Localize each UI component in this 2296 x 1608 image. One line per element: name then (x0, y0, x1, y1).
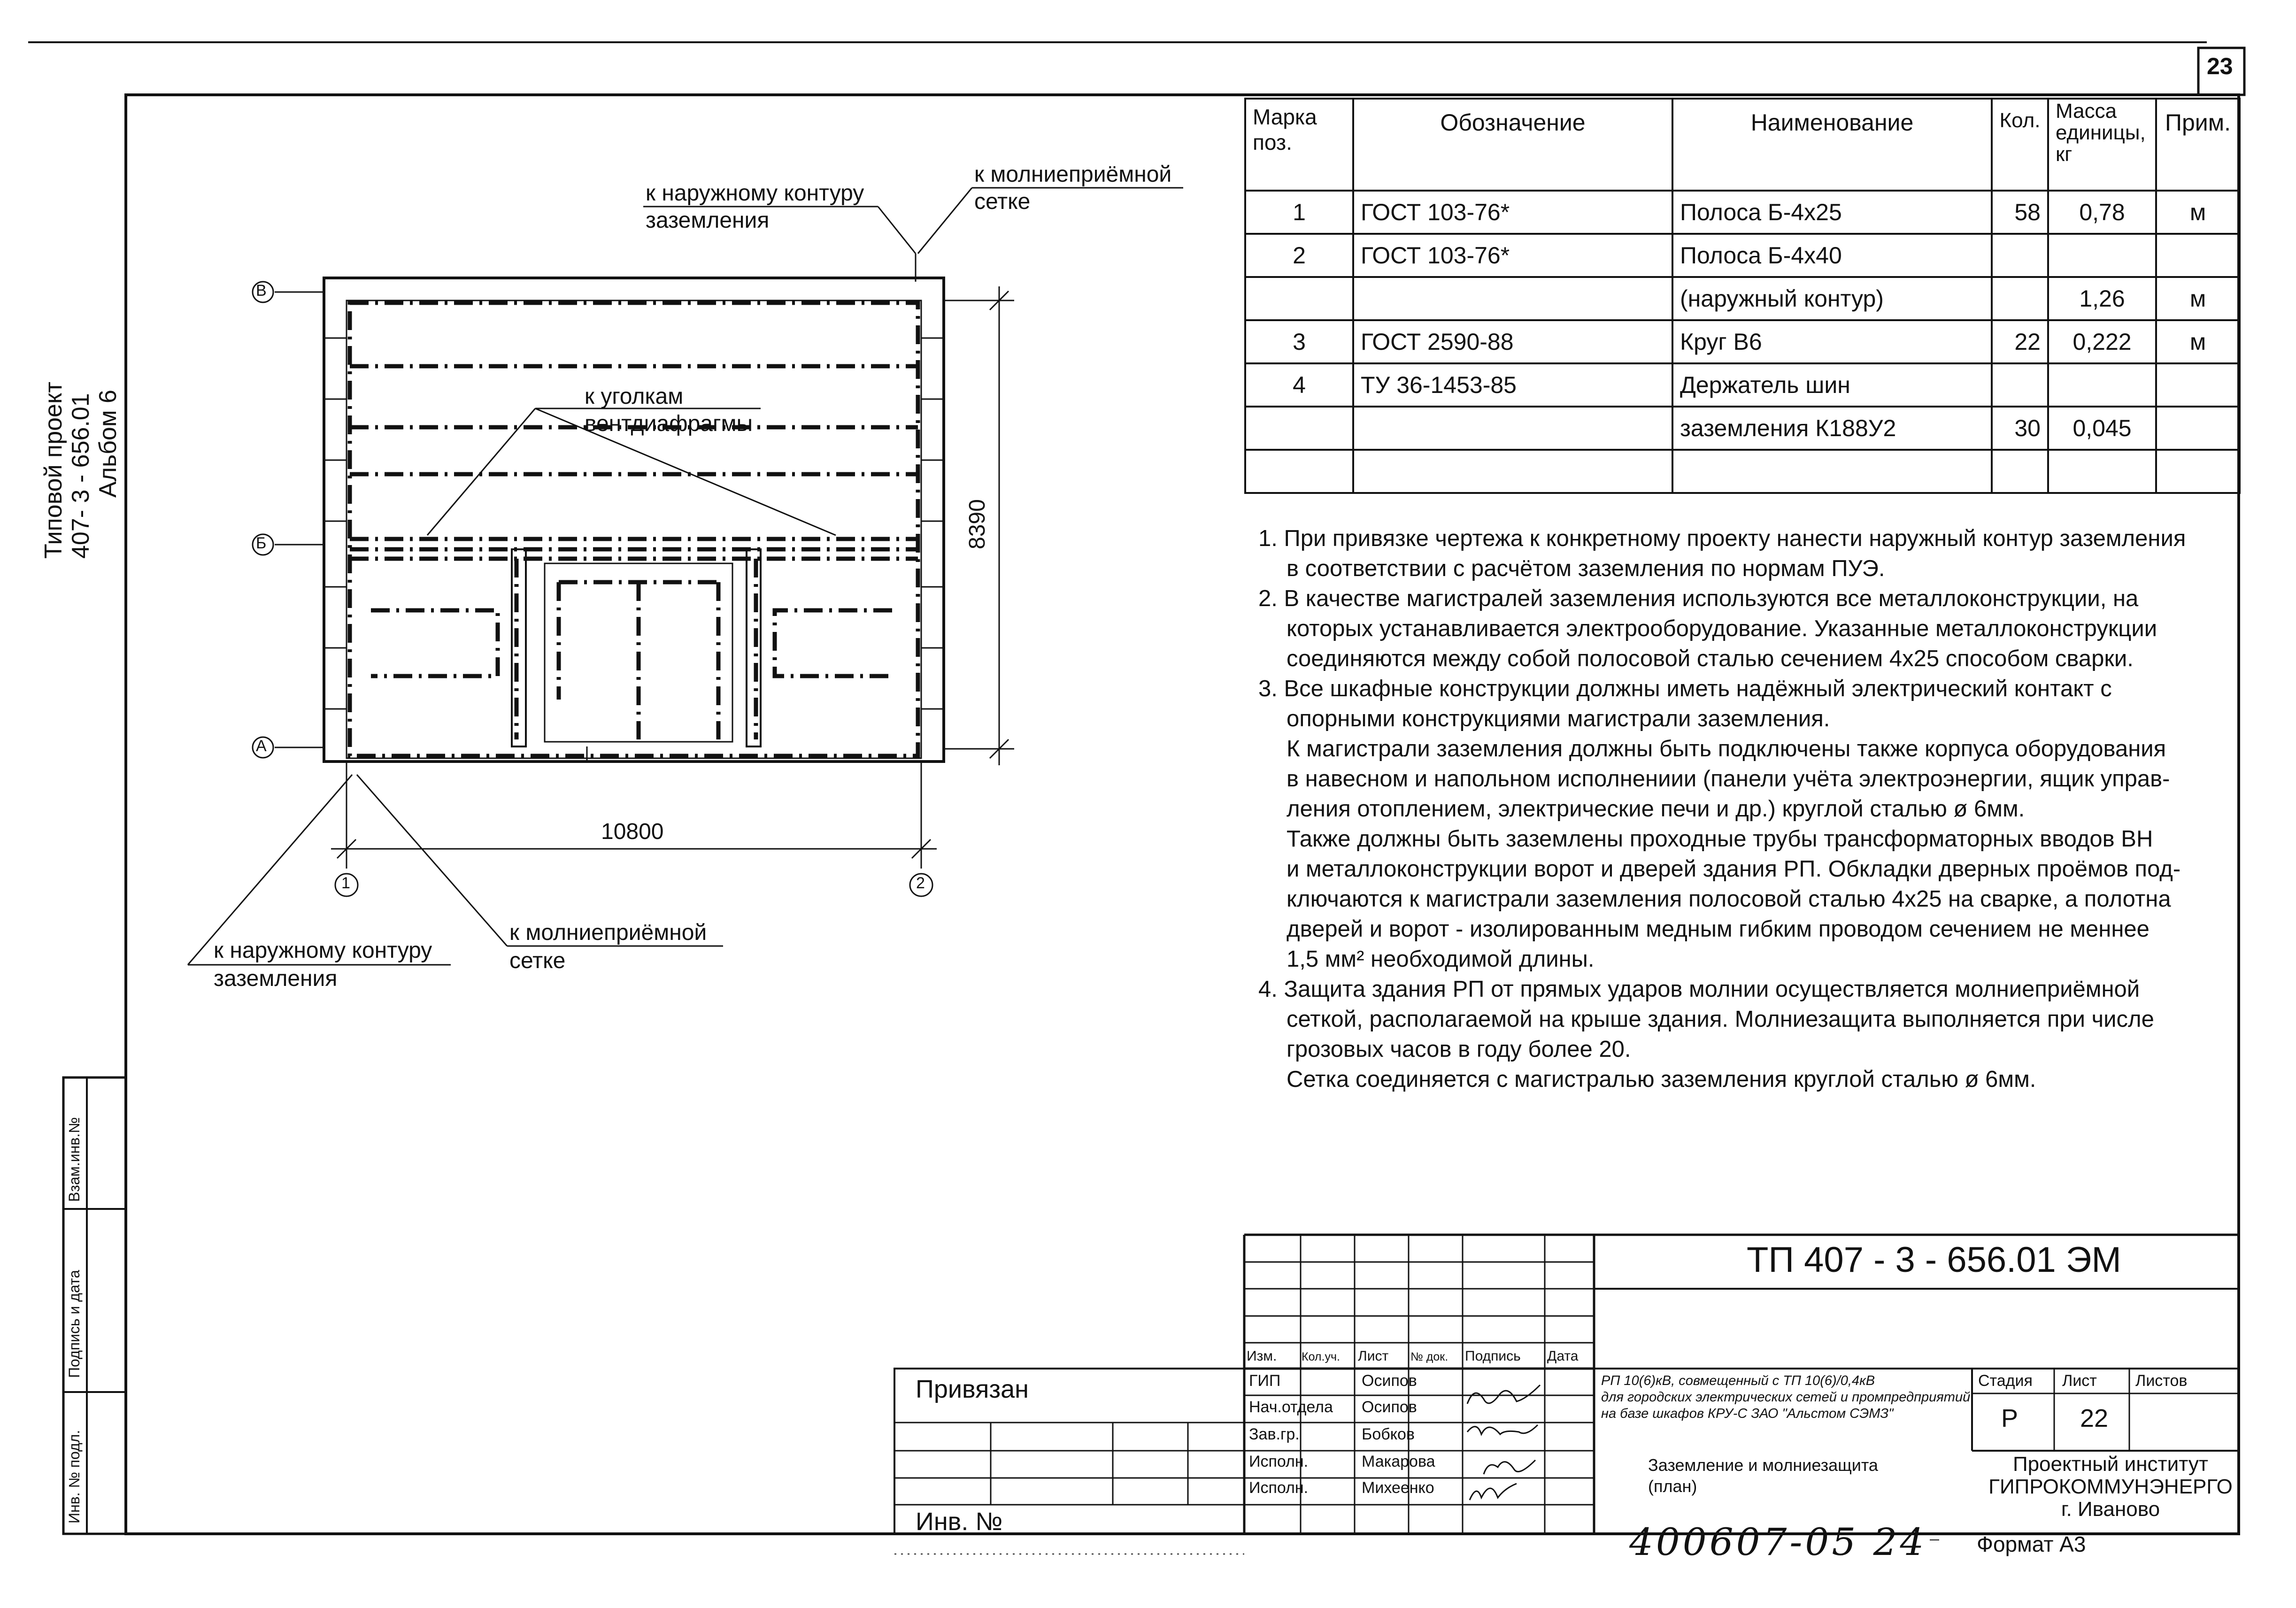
staff-role: Исполн. (1249, 1479, 1309, 1497)
staff-name: Макарова (1362, 1453, 1435, 1470)
col-header-izm: Изм. (1247, 1348, 1277, 1364)
spec-cell: 3 (1245, 320, 1353, 363)
sheet-value: 22 (2080, 1404, 2109, 1432)
spec-cell (1353, 450, 1672, 493)
side-stamp (40, 382, 122, 559)
note-line: ления отоплением, электрические печи и др.) круглой сталью ø 6мм. (1287, 796, 2025, 822)
sheet-number: 23 (2207, 53, 2233, 79)
spec-cell: заземления К188У2 (1672, 407, 1992, 450)
spec-cell: м (2156, 277, 2240, 320)
strip-inv-podl: Инв. № подл. (66, 1430, 83, 1523)
note-line: К магистрали заземления должны быть подключены также корпуса оборудования (1287, 736, 2166, 762)
sheets-label: Листов (2135, 1372, 2188, 1390)
col-header-nodoc: № док. (1410, 1350, 1448, 1363)
spec-header-cell: Обозначение (1353, 99, 1672, 191)
note-line: 1,5 мм² необходимой длины. (1287, 946, 1595, 972)
axis-v: В (256, 282, 267, 300)
project-desc-2: для городских электрических сетей и промпредприятий (1601, 1390, 1971, 1405)
spec-cell (1245, 450, 1353, 493)
label-top-outer-2: заземления (646, 208, 770, 233)
note-line: которых устанавливается электрооборудование. Указанные металлоконструкции (1287, 616, 2157, 641)
staff-name: Осипов (1362, 1372, 1417, 1390)
spec-cell (2156, 363, 2240, 407)
spec-header-cell: Наименование (1672, 99, 1992, 191)
spec-cell: 4 (1245, 363, 1353, 407)
signatures (1467, 1385, 1540, 1500)
spec-cell: м (2156, 320, 2240, 363)
spec-header-cell: Кол. (1992, 99, 2048, 191)
spec-cell: Держатель шин (1672, 363, 1992, 407)
spec-cell (2156, 407, 2240, 450)
dim-width: 10800 (601, 819, 664, 844)
note-line: в соответствии с расчётом заземления по нормам ПУЭ. (1287, 556, 1885, 581)
project-desc-1: РП 10(6)кВ, совмещенный с ТП 10(6)/0,4кВ (1601, 1373, 1875, 1388)
org-line-3: г. Иваново (2061, 1498, 2160, 1521)
spec-cell: (наружный контур) (1672, 277, 1992, 320)
spec-cell (1672, 450, 1992, 493)
strip-podpis-data: Подпись и дата (66, 1269, 83, 1378)
dim-height: 8390 (965, 499, 990, 549)
spec-cell: 2 (1245, 234, 1353, 277)
grounding-bus (350, 303, 918, 756)
note-line: Также должны быть заземлены проходные трубы трансформаторных вводов ВН (1287, 826, 2153, 852)
spec-cell (2048, 234, 2156, 277)
label-bot-outer-1: к наружному контуру (214, 938, 432, 963)
handwritten-archive-number: 400607-05 24 (1629, 1520, 1927, 1564)
staff-role: Нач.отдела (1249, 1398, 1333, 1416)
label-bot-outer-2: заземления (214, 966, 338, 991)
sheet-label: Лист (2062, 1372, 2097, 1390)
side-stamp-line3: Альбом 6 (94, 390, 122, 498)
spec-cell: ТУ 36-1453-85 (1353, 363, 1672, 407)
building-plan (324, 278, 944, 762)
spec-cell: м (2156, 191, 2240, 234)
spec-cell: ГОСТ 2590-88 (1353, 320, 1672, 363)
label-bot-mesh-1: к молниеприёмной (509, 920, 707, 945)
staff-name: Бобков (1362, 1425, 1415, 1443)
spec-cell (1992, 234, 2048, 277)
spec-cell: 1,26 (2048, 277, 2156, 320)
spec-cell (2156, 234, 2240, 277)
note-line: 4. Защита здания РП от прямых ударов молнии осуществляется молниеприёмной (1258, 977, 2140, 1002)
col-header-list: Лист (1358, 1348, 1389, 1364)
axis-2: 2 (916, 874, 925, 892)
staff-name: Михеенко (1362, 1479, 1434, 1497)
note-line: и металлоконструкции ворот и дверей здания РП. Обкладки дверных проёмов под- (1287, 856, 2181, 882)
label-vent-1: к уголкам (585, 384, 684, 409)
spec-header-cell: Масса единицы, кг (2048, 99, 2156, 191)
label-vent-2: вентдиафрагмы (585, 411, 753, 436)
stage-value: Р (2001, 1404, 2019, 1432)
document-code: ТП 407 - 3 - 656.01 ЭМ (1747, 1240, 2121, 1280)
stage-label: Стадия (1978, 1372, 2033, 1390)
note-line: ключаются к магистрали заземления полосовой сталью 4х25 на сварке, а полотна (1287, 886, 2171, 912)
spec-cell (1992, 277, 2048, 320)
note-line: 2. В качестве магистралей заземления используются все металлоконструкции, на (1258, 586, 2139, 611)
spec-cell: Круг В6 (1672, 320, 1992, 363)
dimension-lines (331, 286, 1014, 858)
col-header-kolich: Кол.уч. (1302, 1350, 1340, 1363)
spec-cell: 0,78 (2048, 191, 2156, 234)
sheet-title-1: Заземление и молниезащита (1648, 1455, 1878, 1475)
project-desc-3: на базе шкафов КРУ-С ЗАО "Альстом СЭМЗ" (1601, 1406, 1894, 1421)
spec-cell (2048, 363, 2156, 407)
spec-header-cell: Марка поз. (1245, 99, 1353, 191)
spec-cell (1992, 450, 2048, 493)
privyazan-label: Привязан (916, 1375, 1029, 1403)
spec-header-row (1245, 99, 2240, 191)
spec-cell: 58 (1992, 191, 2048, 234)
sheet-title-2: (план) (1648, 1477, 1697, 1496)
spec-cell (1353, 277, 1672, 320)
note-line: в навесном и напольном исполнениии (панели учёта электроэнергии, ящик управ- (1287, 766, 2170, 792)
note-line: соединяются между собой полосовой сталью сечением 4х25 способом сварки. (1287, 646, 2134, 671)
spec-cell: Полоса Б-4х25 (1672, 191, 1992, 234)
side-stamp-line1: Типовой проект (40, 381, 67, 559)
spec-row (1245, 277, 2240, 320)
spec-row (1245, 450, 2240, 493)
notes (1258, 523, 2226, 1094)
spec-cell: 30 (1992, 407, 2048, 450)
staff-name: Осипов (1362, 1398, 1417, 1416)
col-header-podpis: Подпись (1465, 1348, 1521, 1364)
label-top-mesh-2: сетке (974, 189, 1031, 214)
label-bot-mesh-2: сетке (509, 948, 566, 973)
spec-cell: ГОСТ 103-76* (1353, 191, 1672, 234)
axis-1: 1 (341, 874, 350, 892)
spec-row (1245, 191, 2240, 234)
format-label: Формат А3 (1977, 1532, 2086, 1556)
staff-role: ГИП (1249, 1372, 1281, 1390)
col-header-data: Дата (1547, 1348, 1579, 1364)
label-top-outer-1: к наружному контуру (646, 181, 864, 206)
staff-role: Зав.гр. (1249, 1425, 1300, 1443)
spec-cell (2048, 450, 2156, 493)
spec-body (1245, 191, 2240, 493)
org-line-1: Проектный институт (2012, 1453, 2209, 1476)
note-line: сеткой, располагаемой на крыше здания. Молниезащита выполняется при числе (1287, 1007, 2154, 1032)
spec-row (1245, 407, 2240, 450)
spec-cell (1245, 407, 1353, 450)
spec-row (1245, 234, 2240, 277)
spec-row (1245, 320, 2240, 363)
spec-table (1244, 98, 2241, 494)
axis-a: А (256, 737, 267, 755)
spec-cell: 22 (1992, 320, 2048, 363)
org-line-2: ГИПРОКОММУНЭНЕРГО (1988, 1475, 2233, 1498)
side-stamp-line2: 407- 3 - 656.01 (67, 393, 94, 559)
strip-vzam-inv: Взам.инв.№ (66, 1117, 83, 1202)
spec-header-cell: Прим. (2156, 99, 2240, 191)
note-line: дверей и ворот - изолированным медным гибким проводом сечением не меннее (1287, 916, 2150, 942)
spec-cell (1353, 407, 1672, 450)
spec-cell: Полоса Б-4х40 (1672, 234, 1992, 277)
axis-lines (253, 282, 932, 896)
spec-row (1245, 363, 2240, 407)
axis-b: Б (256, 534, 267, 552)
staff-role: Исполн. (1249, 1453, 1309, 1470)
spec-cell: 1 (1245, 191, 1353, 234)
note-line: 3. Все шкафные конструкции должны иметь надёжный электрический контакт с (1258, 676, 2112, 701)
spec-cell (1992, 363, 2048, 407)
organization (1988, 1453, 2233, 1521)
label-top-mesh-1: к молниеприёмной (974, 162, 1172, 187)
spec-cell (1245, 277, 1353, 320)
note-line: Сетка соединяется с магистралью заземления круглой сталью ø 6мм. (1287, 1067, 2036, 1092)
note-line: опорными конструкциями магистрали заземления. (1287, 706, 1830, 731)
inv-no-label: Инв. № (916, 1508, 1003, 1536)
spec-cell (2156, 450, 2240, 493)
spec-cell: 0,222 (2048, 320, 2156, 363)
spec-cell: 0,045 (2048, 407, 2156, 450)
note-line: грозовых часов в году более 20. (1287, 1037, 1631, 1062)
note-line: 1. При привязке чертежа к конкретному проекту нанести наружный контур заземления (1258, 526, 2186, 551)
spec-cell: ГОСТ 103-76* (1353, 234, 1672, 277)
